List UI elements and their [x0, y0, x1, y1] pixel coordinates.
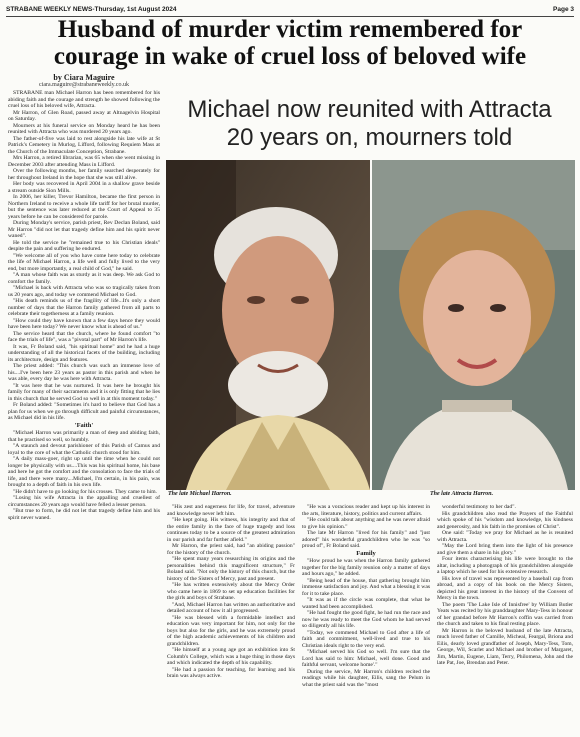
- caption-michael: The late Michael Harron.: [168, 491, 232, 497]
- article-paragraph: "His death reminds us of the fragility of life...It's only a short number of days that the Harron family gathered from all parts to celebrate their togetherness at a family reunion.: [8, 298, 160, 317]
- article-paragraph: "Today, we commend Michael to God after a life of faith and commitment, well-lived and true to his Christian ideals right to the very end.: [302, 629, 430, 649]
- article-paragraph: "He spent many years researching its origins and the personalities behind this magnificent structure," Fr Boland said. "Not only the history of this church, but the history of the Sisters of Mercy, past and present.: [167, 556, 295, 582]
- article-paragraph: The father-of-five was laid to rest alongside his late wife at St Patrick's Cemetery in Murlog, Lifford, following Requiem Mass at the Church of the Immaculate Conception, Strabane.: [8, 135, 160, 155]
- article-column-4: [437, 504, 573, 734]
- article-paragraph: During the service, Mr Harron's children recited the readings while his daughter, Eilis, sang the Pelum in what the priest said was the "most: [302, 668, 430, 688]
- article-paragraph: "A man whose faith was as sturdy as it was deep. We ask God to comfort the family.: [8, 272, 160, 285]
- byline: [8, 73, 160, 88]
- article-paragraph: His love of travel was represented by a baseball cap from abroad, and a copy of his book on the Mercy Sisters, depicted his great interest in the history of the Convent of Mercy in the town.: [437, 575, 573, 601]
- article-paragraph: Her body was recovered in April 2004 in a shallow grave beside a stream outside Sion Mills.: [8, 181, 160, 194]
- subheading-faith: 'Faith': [74, 421, 94, 429]
- article-paragraph: Fr Boland added: "Sometimes it's hard to believe that God has a plan for us when we go through difficult and painful circumstances, as Michael did in his life.: [8, 402, 160, 421]
- article-paragraph: "He was blessed with a formidable intellect and education was very important for him, not only for the boys but also for the girls, and he was extremely proud of the high academic achievements of his children and grandchildren.: [167, 614, 295, 647]
- article-paragraph: Mourners at his funeral service on Monday heard he has been reunited with Attracta who was murdered 20 years ago.: [8, 122, 160, 135]
- article-paragraph: "He had a passion for teaching, for learning and his brain was always active.: [167, 666, 295, 679]
- article-paragraph: Mr Harron, of Glen Road, passed away at Altnagelvin Hospital on Saturday.: [8, 109, 160, 122]
- article-paragraph: "We welcome all of you who have come here today to celebrate the life of Michael Harron, a life well and fully lived to the very end, but more importantly, a real child of God," he said.: [8, 252, 160, 272]
- author-name: by Ciara Maguire: [53, 73, 115, 82]
- article-paragraph: "He kept going. His witness, his integrity and that of the entire family in the face of huge tragedy and loss continues today to be a source of the greatest admiration in our parish and far further afield.": [167, 517, 295, 543]
- article-paragraph: "His zest and eagerness for life, for travel, adventure and knowledge never left him.: [167, 504, 295, 517]
- article-paragraph: The poem 'The Lake Isle of Innisfree' by William Butler Yeats was recited by his granddaughter Mary-Tess in honour of her grandad before Mr Harron's coffin was carried from the church and taken to his final resting place.: [437, 601, 573, 627]
- author-email: ciara.maguire@strabaneweekly.co.uk: [39, 82, 129, 88]
- article-paragraph: Over the following months, her family searched desperately for her throughout Ireland in the hope that she was still alive.: [8, 168, 160, 181]
- article-paragraph: "But true to form, he did not let that tragedy define him and his spirit never waned.: [8, 508, 160, 521]
- article-paragraph: Mr Harron is the beloved husband of the late Attracta, much loved father of Camille, Micheal, Feargal, Briona and Eilis, dearly loved grandfather of Joseph, Mary-Tess, Tom, George, Wil, Scarlet and Michael and brother of Margaret, Jim, Martin, Eugene, Liam, Terry, Philomena, John and the late Pat, Joe, Brendan and Peter.: [437, 627, 573, 666]
- pullquote: [162, 96, 577, 152]
- article-paragraph: "He was a voracious reader and kept up his interest in the arts, literature, history, politics and current affairs.: [302, 504, 430, 517]
- article-paragraph: "Michael is back with Attracta who was so tragically taken from us 20 years ago, and today we commend Michael to God.: [8, 285, 160, 298]
- article-paragraph: One said: "Today we pray for Michael as he is reunited with Attracta.: [437, 530, 573, 543]
- caption-attracta: The late Attracta Harron.: [430, 491, 494, 497]
- article-paragraph: "How proud he was when the Harron family gathered together for the big family reunion only a matter of days and hours ago," he added.: [302, 558, 430, 577]
- article-paragraph: "May the Lord bring them into the light of his presence and give them a share in his glory.": [437, 543, 573, 556]
- article-paragraph: It was, Fr Boland said, "his spiritual home" and he had a huge understanding of all the historical facets of the building, including its architecture, design and features.: [8, 343, 160, 363]
- article-paragraph: During Monday's service, parish priest, Rev Declan Boland, said Mr Harron "did not let that tragedy define him and his spirit never waned".: [8, 220, 160, 239]
- article-paragraph: The priest added: "This church was such an immense love of his....I've been here 23 years as pastor in this parish and when he was able, every day he was here with Attracta.: [8, 363, 160, 382]
- page-number: Page 3: [553, 5, 574, 13]
- subheading-family: Family: [356, 549, 376, 557]
- article-paragraph: Mr Harron, the priest said, had "an abiding passion" for the history of the church.: [167, 543, 295, 556]
- article-paragraph: "Losing his wife Attracta in the appalling and cruellest of circumstances 20 years ago would have felled a lesser person.: [8, 495, 160, 508]
- article-paragraph: "Michael Harron was primarily a man of deep and abiding faith, that he practised so well, so humbly.: [8, 430, 160, 443]
- article-paragraph: "How could they have known that a few days hence they would have been here today? We never know what is ahead of us.": [8, 317, 160, 330]
- article-paragraph: Mrs Harron, a retired librarian, was 65 when she went missing in December 2003 after attending Mass in Lifford.: [8, 155, 160, 168]
- article-paragraph: "It was as if the circle was complete, that what he wanted had been accomplished.: [302, 597, 430, 610]
- article-paragraph: "He had fought the good fight, he had run the race and now he was ready to meet the God whom he had served so diligently all his life.: [302, 610, 430, 629]
- article-column-1: [8, 90, 160, 732]
- article-paragraph: In 2006, her killer, Trevor Hamilton, became the first person in Northern Ireland to receive a whole life tariff for her brutal murder, but the sentence was later reduced at the Court of Appeal to 35 years before he can be considered for parole.: [8, 194, 160, 220]
- article-paragraph: Four items characterising his life were brought to the altar, including a photograph of his grandchildren alongside a laptop which he used for his extensive research.: [437, 556, 573, 575]
- article-paragraph: "He has written extensively about the Mercy Order who came here in 1869 to set up education facilities for the girls and boys of Strabane.: [167, 582, 295, 601]
- article-paragraph: "He didn't have to go looking for his crosses. They came to him.: [13, 488, 157, 495]
- article-paragraph: "A daily mass-goer, right up until the time when he could not longer be physically with us....This was his spiritual home, his base and here he got the comfort and the consolation to face the trials of life, and there were many....Michael, I'm certain, in his pain, was brought to a depth of faith in his own life.: [8, 456, 160, 488]
- article-paragraph: "He himself at a young age got an exhibition into St Columb's College, which was a huge thing in those days and which indicated the depth of his capability.: [167, 647, 295, 666]
- headline: [0, 16, 580, 70]
- article-column-2: [167, 504, 295, 734]
- masthead-paper-date: STRABANE WEEKLY NEWS-Thursday, 1st August 2024: [6, 5, 177, 13]
- headline-line-2: courage in wake of cruel loss of beloved wife: [53, 43, 527, 70]
- article-paragraph: STRABANE man Michael Harron has been remembered for his abiding faith and the courage and strength he showed following the cruel loss of his beloved wife, Attracta.: [8, 90, 160, 109]
- pullquote-line-1: Michael now reunited with Attracta: [187, 96, 552, 123]
- article-paragraph: The late Mr Harron "lived for his family" and "just adored" his wonderful grandchildren who he was "so proud of", Fr Boland said.: [302, 530, 430, 549]
- photo-attracta-harron: [372, 160, 575, 490]
- article-paragraph: He told the service he "remained true to his Christian ideals" despite the pain and suffering he endured.: [8, 239, 160, 252]
- article-paragraph: The service heard that the church, where he found comfort "to face the trials of life", was a "pivotal part" of Mr Harron's life.: [8, 330, 160, 343]
- article-paragraph: "A staunch and devout parishioner of this Parish of Camus and loyal to the core of what the Catholic church stood for him.: [8, 443, 160, 456]
- article-paragraph: "It was here that he was nurtured. It was here he brought his family for many of their sacraments and it is only fitting that he lies in this church that he served God so well in at this moment today.": [8, 382, 160, 402]
- headline-line-1: Husband of murder victim remembered for: [57, 16, 523, 43]
- article-paragraph: His grandchildren also read the Prayers of the Faithful which spoke of his "wisdom and knowledge, his kindness and generosity, and his faith in the promises of Christ".: [437, 510, 573, 530]
- article-paragraph: "He could talk about anything and he was never afraid to give his opinion.": [302, 517, 430, 530]
- photo-michael-harron: [166, 160, 370, 490]
- article-paragraph: "Being head of the house, that gathering brought him immense satisfaction and joy. And what a blessing it was for it to take place.: [302, 577, 430, 597]
- pullquote-line-2: 20 years on, mourners told: [226, 124, 513, 151]
- article-column-3: [302, 504, 430, 734]
- article-paragraph: "Michael served his God so well. I'm sure that the Lord has said to him: Michael, well done. Good and faithful servant, welcome home'.": [302, 649, 430, 668]
- article-paragraph: wonderful testimony to her dad".: [442, 504, 516, 510]
- article-paragraph: "And, Michael Harron has written an authoritative and detailed account of how it all progressed.: [167, 601, 295, 614]
